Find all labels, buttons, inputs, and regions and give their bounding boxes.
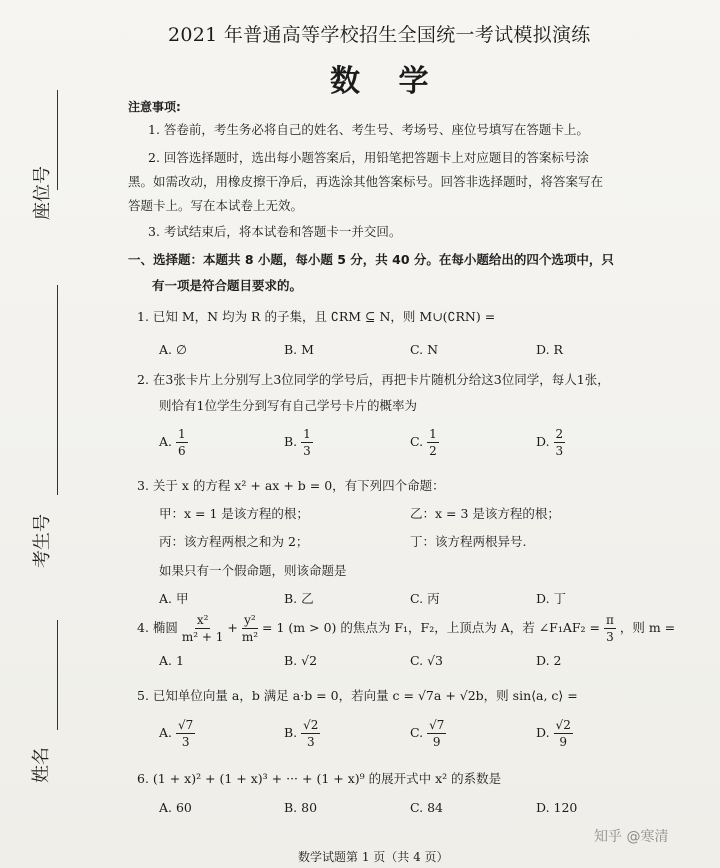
q2-a-den: 6 <box>178 444 186 458</box>
q3-jia: 甲：x = 1 是该方程的根； <box>159 506 309 521</box>
q2-option-b-label: B. <box>284 434 298 449</box>
q2-option-d-fraction <box>554 426 566 459</box>
q3-yi: 乙：x = 3 是该方程的根； <box>410 506 560 521</box>
q4-option-b: B. √2 <box>284 653 318 668</box>
note-2c: 答题卡上。写在本试卷上无效。 <box>128 198 304 213</box>
q2-line-1: 2. 在3张卡片上分别写上3位同学的学号后，再把卡片随机分给这3位同学，每人1张， <box>137 372 610 387</box>
q2-option-c <box>410 426 439 459</box>
q4-option-a: A. 1 <box>159 653 184 668</box>
q5-option-c <box>410 717 446 750</box>
q5-b-den: 3 <box>306 735 315 749</box>
q4-f1-den: m² + 1 <box>181 630 224 644</box>
q5-d-den: 9 <box>559 735 567 749</box>
q3-option-b: B. 乙 <box>284 591 314 606</box>
q4-option-d: D. 2 <box>536 653 562 668</box>
q2-option-b-fraction <box>301 426 313 459</box>
q4-f3-den: 3 <box>606 630 614 644</box>
q1-text: 1. 已知 M，N 均为 R 的子集，且 ∁RM ⊆ N，则 M∪(∁RN) = <box>137 309 496 324</box>
q3-option-c: C. 丙 <box>410 591 440 606</box>
q3-bing: 丙：该方程两根之和为 2； <box>159 534 309 549</box>
q2-option-c-fraction <box>427 426 439 459</box>
page-footer: 数学试题第 1 页（共 4 页） <box>298 850 449 864</box>
q4-fraction-3 <box>604 612 616 645</box>
subject-title: 数 学 <box>330 64 443 99</box>
watermark: 知乎 @寒清 <box>594 829 669 845</box>
name-line <box>57 620 58 730</box>
q2-option-a-fraction <box>176 426 188 459</box>
q2-option-a-label: A. <box>159 434 173 449</box>
q2-option-c-label: C. <box>410 434 424 449</box>
exam-no-label: 考生号 <box>32 514 53 568</box>
q2-c-num: 1 <box>429 427 437 441</box>
q2-c-den: 2 <box>429 444 437 458</box>
q5-c-den: 9 <box>432 735 441 749</box>
q5-a-den: 3 <box>181 735 190 749</box>
q5-option-a-label: A. <box>159 725 173 740</box>
q4-text <box>137 612 675 645</box>
q1-option-d: D. R <box>536 342 563 357</box>
seat-line <box>57 90 58 190</box>
exam-title: 2021 年普通高等学校招生全国统一考试模拟演练 <box>168 24 591 46</box>
q5-b-num: √2 <box>303 718 319 732</box>
q5-option-a-fraction <box>176 717 195 750</box>
q2-d-num: 2 <box>555 427 564 441</box>
section-1-line-1: 一、选择题：本题共 8 小题，每小题 5 分，共 40 分。在每小题给出的四个选项中，只 <box>128 252 614 267</box>
q2-b-num: 1 <box>303 427 311 441</box>
q2-option-b <box>284 426 313 459</box>
q5-option-a <box>159 717 195 750</box>
q4-fraction-2 <box>242 612 258 645</box>
q5-c-num: √7 <box>429 718 445 732</box>
note-2b: 黑。如需改动，用橡皮擦干净后，再选涂其他答案标号。回答非选择题时，将答案写在 <box>128 174 604 189</box>
q4-mid: = 1 (m > 0) 的焦点为 F₁，F₂，上顶点为 A，若 ∠F₁AF₂ = <box>262 620 601 635</box>
note-2a: 2. 回答选择题时，选出每小题答案后，用铅笔把答题卡上对应题目的答案标号涂 <box>148 150 589 165</box>
q2-a-num: 1 <box>178 427 186 441</box>
q6-option-c: C. 84 <box>410 800 443 815</box>
q4-prefix: 4. 椭圆 <box>137 620 178 635</box>
q5-option-c-label: C. <box>410 725 424 740</box>
q2-b-den: 3 <box>303 444 311 458</box>
q6-option-d: D. 120 <box>536 800 578 815</box>
q5-option-c-fraction <box>427 717 446 750</box>
q1-option-b: B. M <box>284 342 314 357</box>
section-1-line-2: 有一项是符合题目要求的。 <box>152 278 303 293</box>
q6-text: 6. (1 + x)² + (1 + x)³ + ··· + (1 + x)⁹ 的展开式中 x² 的系数是 <box>137 771 502 786</box>
q5-option-b <box>284 717 320 750</box>
name-label: 姓名 <box>31 747 52 783</box>
note-3: 3. 考试结束后，将本试卷和答题卡一并交回。 <box>148 224 402 239</box>
q4-option-c: C. √3 <box>410 653 443 668</box>
q4-f2-num: y² <box>244 613 256 627</box>
note-1: 1. 答卷前，考生务必将自己的姓名、考生号、考场号、座位号填写在答题卡上。 <box>148 122 589 137</box>
q4-plus: + <box>227 620 238 635</box>
notes-heading: 注意事项: <box>128 100 181 114</box>
q6-option-a: A. 60 <box>159 800 192 815</box>
q5-option-d-fraction <box>554 717 573 750</box>
q3-text: 3. 关于 x 的方程 x² + ax + b = 0，有下列四个命题： <box>137 478 445 493</box>
q5-a-num: √7 <box>178 718 194 732</box>
q2-option-d <box>536 426 565 459</box>
q4-f3-num: π <box>606 613 614 627</box>
q5-option-d <box>536 717 573 750</box>
q4-f2-den: m² <box>241 630 259 644</box>
seat-label: 座位号 <box>32 166 53 220</box>
q5-option-d-label: D. <box>536 725 550 740</box>
q1-option-a: A. ∅ <box>159 342 187 357</box>
q4-fraction-1 <box>182 612 224 645</box>
q5-option-b-fraction <box>301 717 320 750</box>
q2-option-d-label: D. <box>536 434 550 449</box>
q5-text: 5. 已知单位向量 a，b 满足 a·b = 0，若向量 c = √7a + √2b，则 sin⟨a, c⟩ = <box>137 688 578 703</box>
q3-option-a: A. 甲 <box>159 591 189 606</box>
q6-option-b: B. 80 <box>284 800 318 815</box>
q1-option-c: C. N <box>410 342 439 357</box>
q3-option-d: D. 丁 <box>536 591 567 606</box>
exam-no-line <box>57 285 58 495</box>
q5-d-num: √2 <box>555 718 571 732</box>
q3-ask: 如果只有一个假命题，则该命题是 <box>159 563 347 578</box>
q2-d-den: 3 <box>555 444 564 458</box>
q5-option-b-label: B. <box>284 725 298 740</box>
q3-ding: 丁：该方程两根异号. <box>410 534 527 549</box>
q2-line-2: 则恰有1位学生分到写有自己学号卡片的概率为 <box>159 398 417 413</box>
q4-suffix: ，则 m = <box>619 620 676 635</box>
q2-option-a <box>159 426 188 459</box>
q4-f1-num: x² <box>196 613 209 627</box>
